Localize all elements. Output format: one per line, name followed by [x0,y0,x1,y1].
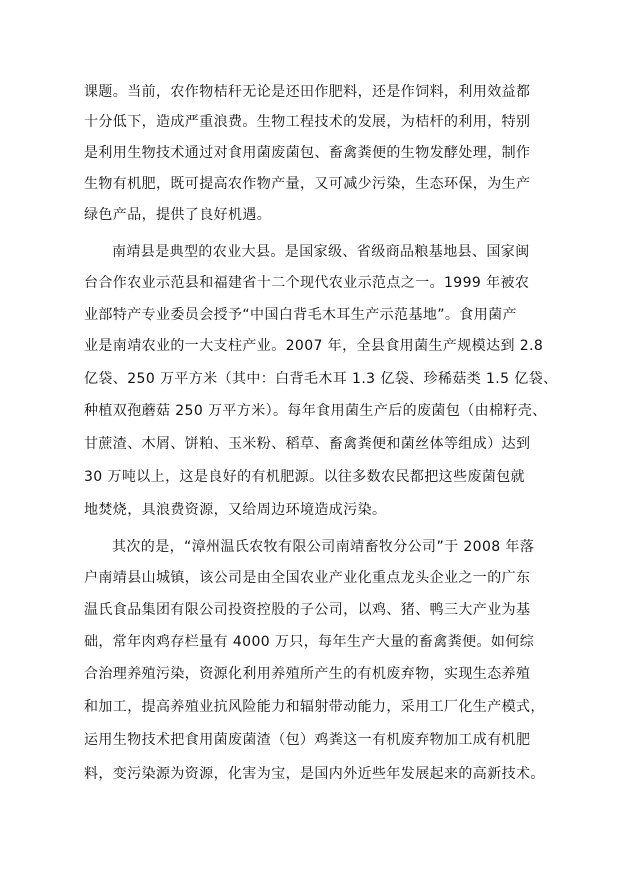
text-line-2: 十分低下，造成严重浪费。生物工程技术的发展，为桔杆的利用，特别 [84,114,531,130]
text-line-18: 础，常年肉鸡存栏量有 4000 万只，每年生产大量的畜禽粪便。如何综 [84,634,535,650]
text-line-5: 绿色产品，提供了良好机遇。 [84,207,272,223]
text-line-16: 户南靖县山城镇，该公司是由全国农业产业化重点龙头企业之一的广东 [84,570,531,586]
text-line-9: 业是南靖农业的一大支柱产业。2007 年，全县食用菌生产规模达到 2.8 [84,338,544,354]
text-line-17: 温氏食品集团有限公司投资控股的子公司，以鸡、猪、鸭三大产业为基 [84,602,531,618]
text-line-4: 生物有机肥，既可提高农作物产量，又可减少污染，生态环保，为生产 [84,176,531,192]
text-line-19: 合治理养殖污染，资源化利用养殖所产生的有机废弃物，实现生态养殖 [84,666,531,682]
text-line-7: 台合作农业示范县和福建省十二个现代农业示范点之一。1999 年被农 [84,275,530,291]
text-line-12: 甘蔗渣、木屑、饼粕、玉米粉、稻草、畜禽粪便和菌丝体等组成）达到 [84,436,531,452]
text-line-11: 种植双孢蘑菇 250 万平方米）。每年食用菌生产后的废菌包（由棉籽壳、 [84,403,547,419]
text-line-13: 30 万吨以上，这是良好的有机肥源。以往多数农民都把这些废菌包就 [84,469,526,485]
paragraph-2-first-line: 南靖县是典型的农业大县。是国家级、省级商品粮基地县、国家闽 [112,244,530,260]
text-line-14: 地焚烧，具浪费资源，又给周边环境造成污染。 [84,502,387,518]
text-line-1: 课题。当前，农作物桔秆无论是还田作肥料，还是作饲料，利用效益都 [84,84,531,100]
text-line-22: 料，变污染源为资源，化害为宝，是国内外近些年发展起来的高新技术。 [84,766,545,782]
text-line-3: 是利用生物技术通过对食用菌废菌包、畜禽粪便的生物发酵处理，制作 [84,145,531,161]
text-line-21: 运用生物技术把食用菌废菌渣（包）鸡粪这一有机废弃物加工成有机肥 [84,732,531,748]
text-line-8: 业部特产专业委员会授予“中国白背毛木耳生产示范基地”。食用菌产 [84,307,517,323]
text-line-20: 和加工，提高养殖业抗风险能力和辐射带动能力，采用工厂化生产模式， [84,699,545,715]
paragraph-3-first-line: 其次的是，“漳州温氏农牧有限公司南靖畜牧分公司”于 2008 年落 [112,539,535,555]
text-line-10: 亿袋、250 万平方米（其中：白背毛木耳 1.3 亿袋、珍稀菇类 1.5 亿袋、 [84,371,558,387]
